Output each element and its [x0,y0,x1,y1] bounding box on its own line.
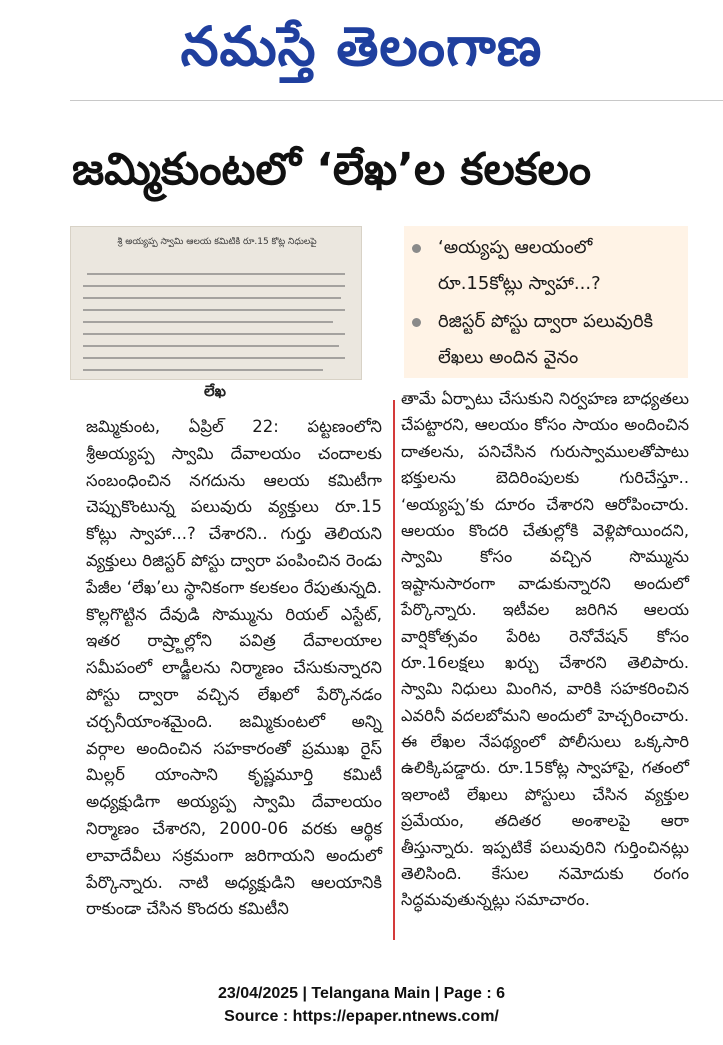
column-divider [393,400,395,940]
letter-photo [70,226,362,380]
highlight-text: రిజిస్టర్ పోస్టు ద్వారా పలువురికి లేఖలు అందిన వైనం [438,311,653,368]
bullet-icon [412,244,421,253]
bullet-icon [412,318,421,327]
footer-meta: 23/04/2025 | Telangana Main | Page : 6 [217,985,505,1002]
article-column-left: జమ్మికుంట, ఏప్రిల్ 22: పట్టణంలోని శ్రీఅయ్యప్ప స్వామి దేవాలయం చందాలకు సంబంధించిన నగదును ఆలయ కమిటీగా చెప్పుకొంటున్న పలువురు వ్యక్తులు రూ.15 కోట్లు స్వాహా...? చేశారని.. గుర్తు తెలియని వ్యక్తులు రిజిస్టర్ పోస్టు ద్వారా పంపించిన రెండు పేజీల ‘లేఖ’లు స్థానికంగా కలకలం రేపుతున్నది. కొల్లగొట్టిన దేవుడి సొమ్మును రియల్ ఎస్టేట్, ఇతర రాష్ర్టాల్లోని పవిత్ర దేవాలయాల సమీపంలో లాడ్జీలను నిర్మాణం చేసుకున్నారని పోస్టు ద్వారా వచ్చిన లేఖలో పేర్కొనడం చర్చనీయాంశమైంది. జమ్మికుంటలో అన్ని వర్గాల అందించిన సహకారంతో ప్రముఖ రైస్ మిల్లర్ యాంసాని కృష్ణమూర్తి కమిటీ అధ్యక్షుడిగా అయ్యప్ప స్వామి దేవాలయం నిర్మాణం చేశారని, 2000-06 వరకు ఆర్థిక లావాదేవీలు సక్రమంగా జరిగాయని అందులో పేర్కొన్నారు. నాటి అధ్యక్షుడిని ఆలయానికి రాకుండా చేసిన కొందరు కమిటీని [86,417,382,919]
masthead-divider [70,100,723,101]
letter-photo-title: శ్రీ అయ్యప్ప స్వామి ఆలయ కమిటీకి రూ.15 కోట్ల నిధులపై [117,237,317,247]
highlight-item [412,230,678,302]
article-headline: జమ్మికుంటలో ‘లేఖ’ల కలకలం [72,144,592,195]
photo-caption: లేఖ [204,382,226,400]
highlight-text: ‘అయ్యప్ప ఆలయంలో రూ.15కోట్లు స్వాహా...? [438,237,601,294]
article-column-right: తామే ఏర్పాటు చేసుకుని నిర్వహణ బాధ్యతలు చేపట్టారని, ఆలయం కోసం సాయం అందించిన దాతలను, పనిచేసిన గురుస్వాములతోపాటు భక్తులను బెదిరింపులకు గురిచేస్తూ.. ‘అయ్యప్ప’కు దూరం చేశారని ఆరోపించారు. ఆలయం కొందరి చేతుల్లోకి వెళ్లిపోయిందని, స్వామి కోసం వచ్చిన సొమ్మును ఇష్టానుసారంగా వాడుకున్నారని అందులో పేర్కొన్నారు. ఇటీవల జరిగిన ఆలయ వార్షికోత్సవం పేరిట రెనోవేషన్ కోసం రూ.16లక్షలు ఖర్చు చేశారని తెలిపారు. స్వామి నిధులు మింగిన, వారికి సహకరించిన ఎవరినీ వదలబోమని అందులో హెచ్చరించారు. ఈ లేఖల నేపథ్యంలో పోలీసులు ఒక్కసారి ఉలిక్కిపడ్డారు. రూ.15కోట్ల స్వాహాపై, గతంలో ఇలాంటి లేఖలు పోస్టులు చేసిన వ్యక్తుల ప్రమేయం, తదితర అంశాలపై ఆరా తీస్తున్నారు. ఇప్పటికే పలువురిని గుర్తించినట్లు తెలిసింది. కేసుల నమోదుకు రంగం సిద్ధమవుతున్నట్లు సమాచారం. [401,389,689,910]
newspaper-masthead: నమస్తే తెలంగాణ [180,15,543,78]
footer-source: Source : https://epaper.ntnews.com/ [224,1008,499,1025]
highlight-item [412,304,678,376]
highlight-box [404,226,688,378]
